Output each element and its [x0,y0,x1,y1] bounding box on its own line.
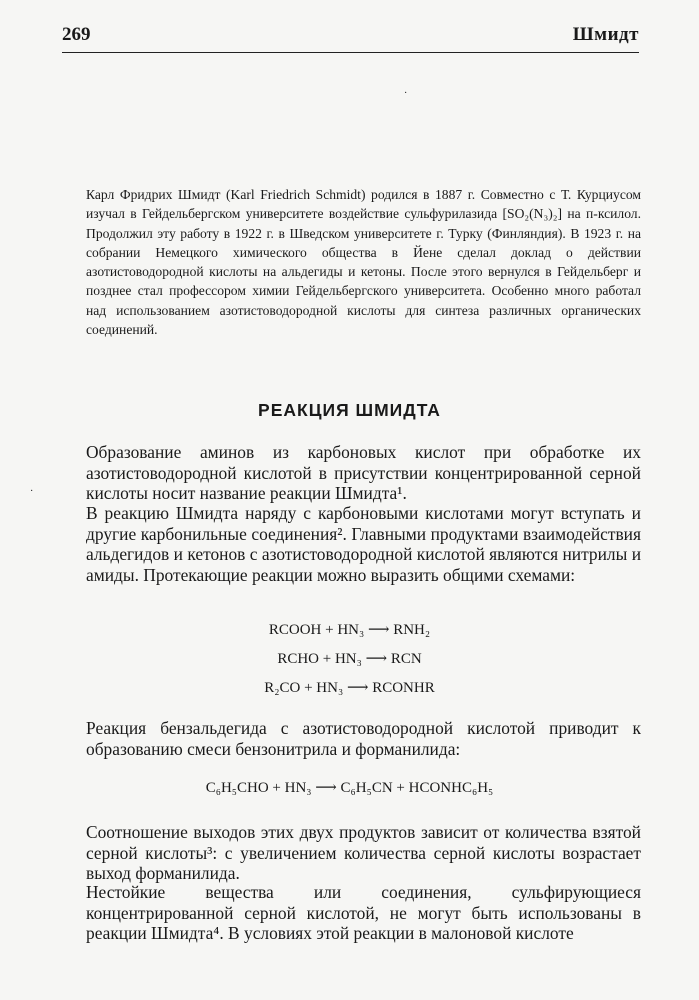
header-rule [62,52,639,53]
paragraph-1-text: Образование аминов из карбоновых кислот при обработке их азотистоводородной кислотой в присутствии концентрированной серной кислоты носит название реакции Шмидта¹. [86,442,641,504]
paragraph-4 [86,822,641,884]
paragraph-5-text: Нестойкие вещества или соединения, сульфирующиеся концентрированной серной кислотой, не могут быть использованы в реакции Шмидта⁴. В условиях этой реакции в малоновой кислоте [86,882,641,944]
reaction-scheme-general [0,616,699,703]
equation-benzaldehyde: C₆H₅CHO + HN₃ ⟶ C₆H₅CN + HCONHC₆H₅ [205,780,494,796]
reaction-scheme-benzaldehyde [0,774,699,803]
section-heading: РЕАКЦИЯ ШМИДТА [258,400,441,420]
paragraph-2 [86,503,641,585]
margin-speck: · [404,88,408,99]
paragraph-4-text: Соотношение выходов этих двух продуктов зависит от количества взятой серной кислоты³: с увеличением количества серной кислоты возрастает выход форманилида. [86,822,641,884]
margin-speck: · [30,486,34,497]
page-header [62,24,639,54]
equation-ketone: R₂CO + HN₃ ⟶ RCONHR [264,680,435,696]
page-number: 269 [62,24,91,45]
biography-text: Карл Фридрих Шмидт (Karl Friedrich Schmidt) родился в 1887 г. Совместно с Т. Курциусом изучал в Гейдельбергском университете воздействие сульфурилазида [SO₂(N₃)₂] на п-ксилол. Продолжил эту работу в 1922 г. в Шведском университете г. Турку (Финляндия). В 1923 г. на собрании Немецкого химического общества в Йене сделал доклад о действии азотистоводородной кислоты на альдегиды и кетоны. После этого вернулся в Гейдельберг и позднее стал профессором химии Гейдельбергского университета. Особенно много работал над использованием азотистоводородной кислоты для синтеза различных органических соединений. [86,187,641,338]
equation-aldehyde: RCHO + HN₃ ⟶ RCN [277,651,422,667]
running-title: Шмидт [572,24,639,45]
paragraph-2-text: В реакцию Шмидта наряду с карбоновыми кислотами могут вступать и другие карбонильные соединения². Главными продуктами взаимодействия альдегидов и кетонов с азотистоводородной кислотой являются нитрилы и амиды. Протекающие реакции можно выразить общими схемами: [86,503,641,585]
paragraph-3 [86,718,641,759]
paragraph-1 [86,442,641,504]
paragraph-3-text: Реакция бензальдегида с азотистоводородной кислотой приводит к образованию смеси бензонитрила и форманилида: [86,718,641,759]
equation-carboxylic-acid: RCOOH + HN₃ ⟶ RNH₂ [268,622,431,638]
paragraph-5 [86,882,641,944]
biography-note [86,185,641,339]
